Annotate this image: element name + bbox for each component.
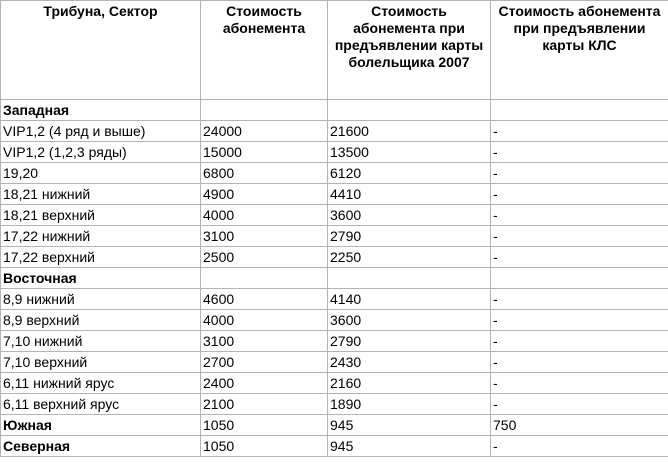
fan-card-price-cell: 6120 <box>328 163 491 184</box>
section-row-east <box>1 268 668 289</box>
sector-cell: 17,22 нижний <box>1 226 201 247</box>
price-cell: 2700 <box>201 352 328 373</box>
kls-price-cell: - <box>491 205 668 226</box>
price-cell: 4000 <box>201 205 328 226</box>
section-name: Восточная <box>1 268 201 289</box>
kls-price-cell: - <box>491 226 668 247</box>
section-row-south <box>1 415 668 436</box>
fan-card-price-cell: 3600 <box>328 205 491 226</box>
header-fan-card-price: Стоимость абонемента при предъявлении карты болельщика 2007 <box>328 1 491 100</box>
section-name: Северная <box>1 436 201 457</box>
fan-card-price-cell: 2430 <box>328 352 491 373</box>
kls-price-cell: - <box>491 121 668 142</box>
fan-card-price-cell: 945 <box>328 415 491 436</box>
section-name: Западная <box>1 100 201 121</box>
kls-price-cell: - <box>491 310 668 331</box>
kls-price-cell: - <box>491 373 668 394</box>
fan-card-price-cell: 13500 <box>328 142 491 163</box>
sector-cell: VIP1,2 (4 ряд и выше) <box>1 121 201 142</box>
table-row <box>1 184 668 205</box>
sector-cell: 6,11 нижний ярус <box>1 373 201 394</box>
kls-price-cell: - <box>491 394 668 415</box>
price-cell: 6800 <box>201 163 328 184</box>
fan-card-price-cell: 945 <box>328 436 491 457</box>
sector-cell: 8,9 верхний <box>1 310 201 331</box>
section-name: Южная <box>1 415 201 436</box>
kls-price-cell: - <box>491 163 668 184</box>
table-row <box>1 226 668 247</box>
fan-card-price-cell: 2160 <box>328 373 491 394</box>
table-row <box>1 310 668 331</box>
kls-price-cell: - <box>491 352 668 373</box>
kls-price-cell: - <box>491 436 668 457</box>
price-cell: 2400 <box>201 373 328 394</box>
section-row-north <box>1 436 668 457</box>
table-row <box>1 205 668 226</box>
fan-card-price-cell: 4410 <box>328 184 491 205</box>
price-cell: 3100 <box>201 331 328 352</box>
price-cell: 2100 <box>201 394 328 415</box>
empty-cell <box>491 268 668 289</box>
price-cell: 4000 <box>201 310 328 331</box>
empty-cell <box>201 100 328 121</box>
table-row <box>1 331 668 352</box>
section-row-west <box>1 100 668 121</box>
sector-cell: VIP1,2 (1,2,3 ряды) <box>1 142 201 163</box>
table-row <box>1 352 668 373</box>
empty-cell <box>328 268 491 289</box>
fan-card-price-cell: 2790 <box>328 331 491 352</box>
empty-cell <box>491 100 668 121</box>
price-cell: 4600 <box>201 289 328 310</box>
sector-cell: 17,22 верхний <box>1 247 201 268</box>
price-cell: 2500 <box>201 247 328 268</box>
fan-card-price-cell: 4140 <box>328 289 491 310</box>
sector-cell: 6,11 верхний ярус <box>1 394 201 415</box>
header-row <box>1 1 668 100</box>
sector-cell: 7,10 нижний <box>1 331 201 352</box>
kls-price-cell: 750 <box>491 415 668 436</box>
sector-cell: 8,9 нижний <box>1 289 201 310</box>
kls-price-cell: - <box>491 247 668 268</box>
price-cell: 24000 <box>201 121 328 142</box>
price-cell: 15000 <box>201 142 328 163</box>
empty-cell <box>328 100 491 121</box>
sector-cell: 7,10 верхний <box>1 352 201 373</box>
table-body <box>1 100 668 457</box>
sector-cell: 19,20 <box>1 163 201 184</box>
empty-cell <box>201 268 328 289</box>
kls-price-cell: - <box>491 289 668 310</box>
table-row <box>1 373 668 394</box>
header-price: Стоимость абонемента <box>201 1 328 100</box>
table-row <box>1 394 668 415</box>
kls-price-cell: - <box>491 184 668 205</box>
table-row <box>1 142 668 163</box>
header-kls-card-price: Стоимость абонемента при предъявлении карты КЛС <box>491 1 668 100</box>
header-sector: Трибуна, Сектор <box>1 1 201 100</box>
kls-price-cell: - <box>491 331 668 352</box>
fan-card-price-cell: 2790 <box>328 226 491 247</box>
table-row <box>1 247 668 268</box>
price-cell: 3100 <box>201 226 328 247</box>
sector-cell: 18,21 нижний <box>1 184 201 205</box>
sector-cell: 18,21 верхний <box>1 205 201 226</box>
table-row <box>1 163 668 184</box>
fan-card-price-cell: 3600 <box>328 310 491 331</box>
kls-price-cell: - <box>491 142 668 163</box>
table-row <box>1 289 668 310</box>
fan-card-price-cell: 21600 <box>328 121 491 142</box>
price-cell: 4900 <box>201 184 328 205</box>
price-cell: 1050 <box>201 415 328 436</box>
price-cell: 1050 <box>201 436 328 457</box>
table-row <box>1 121 668 142</box>
fan-card-price-cell: 1890 <box>328 394 491 415</box>
fan-card-price-cell: 2250 <box>328 247 491 268</box>
